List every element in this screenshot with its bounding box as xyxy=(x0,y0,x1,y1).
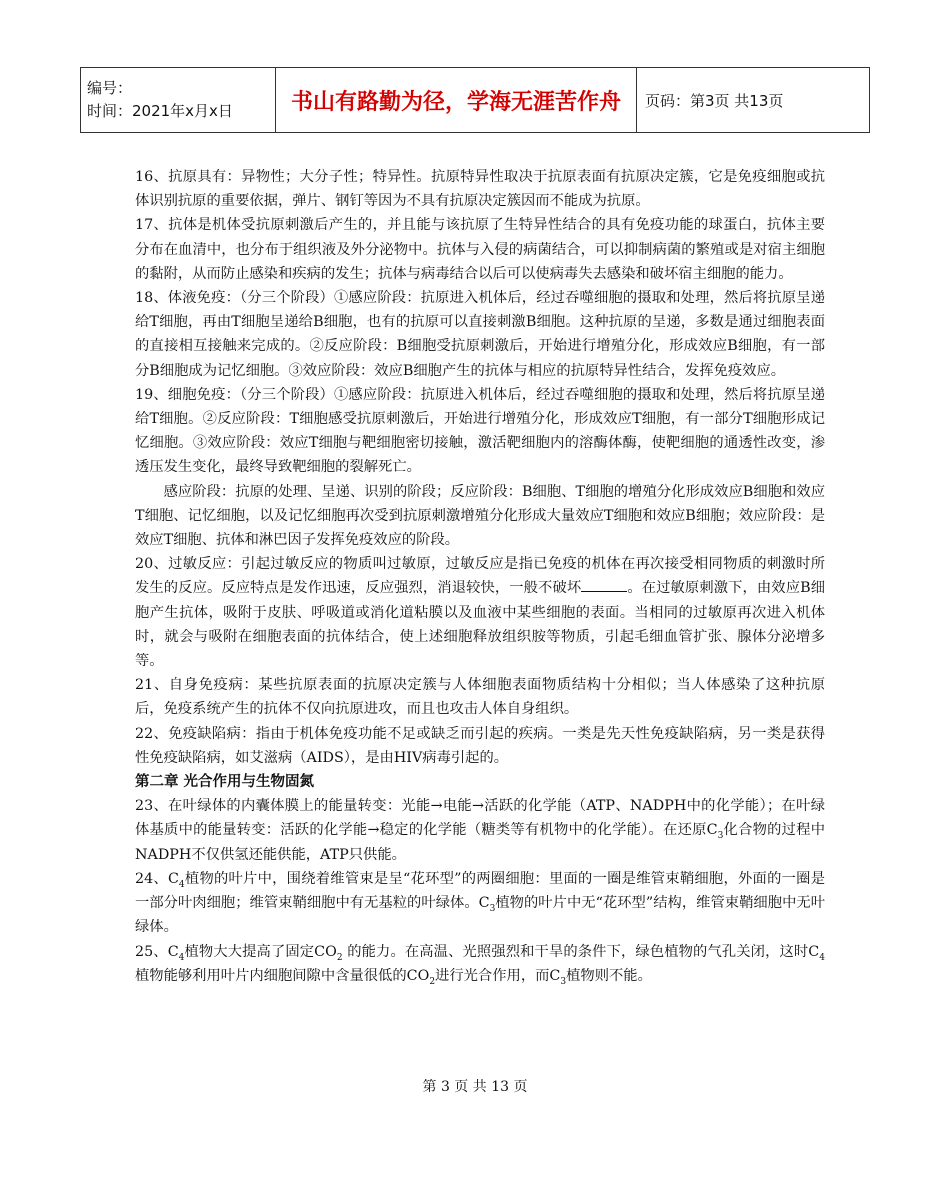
header-page-info: 页码：第3页 共13页 xyxy=(637,68,870,133)
header-meta-cell xyxy=(81,68,276,133)
subscript: 3 xyxy=(489,903,496,914)
paragraph-25-part1: 25、C xyxy=(135,943,179,960)
document-header xyxy=(80,67,870,133)
document-date: 时间：2021年x月x日 xyxy=(87,102,233,120)
paragraph-16: 16、抗原具有：异物性；大分子性；特异性。抗原特异性取决于抗原表面有抗原决定簇，它是免疫细胞或抗体识别抗原的重要依据，弹片、钢钉等因为不具有抗原决定簇因而不能成为抗原。 xyxy=(135,169,825,210)
paragraph-18: 18、体液免疫：（分三个阶段）①感应阶段：抗原进入机体后，经过吞噬细胞的摄取和处理，然后将抗原呈递给T细胞，再由T细胞呈递给B细胞，也有的抗原可以直接刺激B细胞。这种抗原的呈递，多数是通过细胞表面的直接相互接触来完成的。②反应阶段：B细胞受抗原刺激后，开始进行增殖分化，形成效应B细胞，有一部分B细胞成为记忆细胞。③效应阶段：效应B细胞产生的抗体与相应的抗原特异性结合，发挥免疫效应。 xyxy=(135,290,825,379)
paragraph-17: 17、抗体是机体受抗原刺激后产生的，并且能与该抗原了生特异性结合的具有免疫功能的球蛋白，抗体主要分布在血清中，也分布于组织液及外分泌物中。抗体与入侵的病菌结合，可以抑制病菌的繁殖或是对宿主细胞的黏附，从而防止感染和疾病的发生；抗体与病毒结合以后可以使病毒失去感染和破坏宿主细胞的能力。 xyxy=(135,217,825,282)
paragraph-25-part3: 的能力。在高温、光照强烈和干旱的条件下，绿色植物的气孔关闭，这时C xyxy=(342,943,820,960)
paragraph-25-part2: 植物大大提高了固定CO xyxy=(184,943,337,960)
paragraph-25-part5: 进行光合作用，而C xyxy=(435,967,561,984)
subscript: 4 xyxy=(178,879,185,890)
subscript: 2 xyxy=(336,952,343,963)
subscript: 2 xyxy=(429,976,436,987)
chapter-heading: 第二章 光合作用与生物固氮 xyxy=(135,774,315,791)
paragraph-23 xyxy=(135,794,825,867)
subscript: 4 xyxy=(819,952,825,963)
paragraph-20-part2: 。在过敏原刺激下，由效应B细胞产生抗体，吸附于皮肤、呼吸道或消化道粘膜以及血液中某些细胞的表面。当相同的过敏原再次进入机体时，就会与吸附在细胞表面的抗体结合，使上述细胞释放组织胺等物质，引起毛细血管扩张、腺体分泌增多等。 xyxy=(135,580,825,670)
paragraph-24-part3: 植物的叶片中无“花环型”结构，维管束鞘细胞中无叶绿体。 xyxy=(135,895,825,936)
paragraph-22: 22、免疫缺陷病：指由于机体免疫功能不足或缺乏而引起的疾病。一类是先天性免疫缺陷病，另一类是获得性免疫缺陷病，如艾滋病（AIDS），是由HIV病毒引起的。 xyxy=(135,725,825,766)
fill-in-blank xyxy=(581,577,627,592)
paragraph-24-part1: 24、C xyxy=(135,870,179,887)
paragraph-20 xyxy=(135,552,825,673)
subscript: 3 xyxy=(560,976,567,987)
paragraph-24-part2: 植物的叶片中，围绕着维管束是呈“花环型”的两圈细胞：里面的一圈是维管束鞘细胞，外面的一圈是一部分叶肉细胞；维管束鞘细胞中有无基粒的叶绿体。C xyxy=(135,870,825,912)
paragraph-23-part1: 23、在叶绿体的内囊体膜上的能量转变：光能→电能→活跃的化学能（ATP、NADPH中的化学能）；在叶绿体基质中的能量转变：活跃的化学能→稳定的化学能（糖类等有机物中的化学能）。在还原C xyxy=(135,798,825,839)
paragraph-25-part6: 植物则不能。 xyxy=(566,967,652,984)
paragraph-19-summary: 感应阶段：抗原的处理、呈递、识别的阶段；反应阶段：B细胞、T细胞的增殖分化形成效应B细胞和效应T细胞、记忆细胞，以及记忆细胞再次受到抗原刺激增殖分化形成大量效应T细胞和效应B细胞；效应阶段：是效应T细胞、抗体和淋巴因子发挥免疫效应的阶段。 xyxy=(135,483,825,549)
paragraph-25-part4: 植物能够利用叶片内细胞间隙中含量很低的CO xyxy=(135,967,430,984)
paragraph-20-part1: 20、过敏反应：引起过敏反应的物质叫过敏原，过敏反应是指已免疫的机体在再次接受相同物质的刺激时所发生的反应。反应特点是发作迅速，反应强烈，消退较快，一般不破坏 xyxy=(135,556,825,597)
paragraph-25 xyxy=(135,940,825,988)
subscript: 4 xyxy=(178,952,185,963)
header-motto: 书山有路勤为径，学海无涯苦作舟 xyxy=(276,68,637,133)
document-body xyxy=(135,165,825,988)
paragraph-19: 19、细胞免疫：（分三个阶段）①感应阶段：抗原进入机体后，经过吞噬细胞的摄取和处理，然后将抗原呈递给T细胞。②反应阶段：T细胞感受抗原刺激后，开始进行增殖分化，形成效应T细胞，有一部分T细胞形成记忆细胞。③效应阶段：效应T细胞与靶细胞密切接触，激活靶细胞内的溶酶体酶，使靶细胞的通透性改变，渗透压发生变化，最终导致靶细胞的裂解死亡。 xyxy=(135,386,825,476)
paragraph-24 xyxy=(135,867,825,940)
document-number-label: 编号： xyxy=(87,79,133,97)
paragraph-21: 21、自身免疫病：某些抗原表面的抗原决定簇与人体细胞表面物质结构十分相似；当人体感染了这种抗原后，免疫系统产生的抗体不仅向抗原进攻，而且也攻击人体自身组织。 xyxy=(135,677,825,718)
paragraph-23-part2: 化合物的过程中NADPH不仅供氢还能供能，ATP只供能。 xyxy=(135,822,826,863)
subscript: 3 xyxy=(717,831,724,842)
page-footer: 第 3 页 共 13 页 xyxy=(422,1079,528,1095)
